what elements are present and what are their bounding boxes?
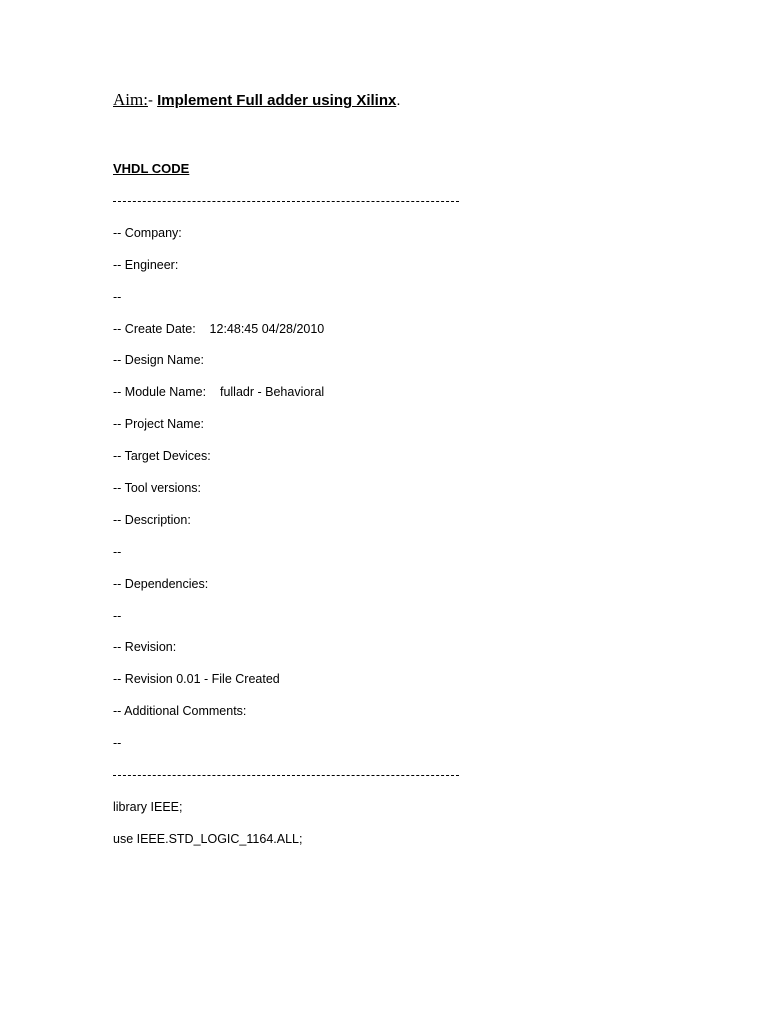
code-line: -- Target Devices: (113, 449, 211, 464)
aim-separator: - (147, 92, 158, 109)
code-line: -- Company: (113, 225, 182, 240)
dashed-rule (113, 192, 459, 210)
code-line: -- Additional Comments: (113, 704, 247, 719)
code-line: use IEEE.STD_LOGIC_1164.ALL; (113, 831, 303, 846)
code-line: -- (113, 544, 122, 559)
code-line: -- (113, 289, 122, 304)
aim-text: Implement Full adder using Xilinx (157, 92, 397, 109)
code-line: -- (113, 608, 122, 623)
code-line: -- (113, 736, 122, 751)
dashed-rule (113, 766, 459, 784)
separator-rule (113, 766, 459, 798)
aim-period: . (396, 92, 401, 109)
code-listing (113, 192, 459, 862)
code-line: -- Design Name: (113, 353, 204, 368)
code-line: -- Project Name: (113, 417, 204, 432)
code-line: -- Dependencies: (113, 576, 209, 591)
aim-statement (113, 90, 401, 110)
code-line: -- Module Name: fulladr - Behavioral (113, 385, 325, 400)
code-line: -- Revision 0.01 - File Created (113, 672, 280, 687)
aim-label: Aim: (113, 90, 148, 109)
code-line: -- Tool versions: (113, 481, 201, 496)
separator-rule (113, 192, 459, 224)
section-heading: VHDL CODE (113, 161, 190, 176)
code-line: -- Description: (113, 512, 191, 527)
code-line: library IEEE; (113, 799, 183, 814)
code-line: -- Revision: (113, 640, 177, 655)
code-line: -- Create Date: 12:48:45 04/28/2010 (113, 321, 325, 336)
code-line: -- Engineer: (113, 257, 179, 272)
